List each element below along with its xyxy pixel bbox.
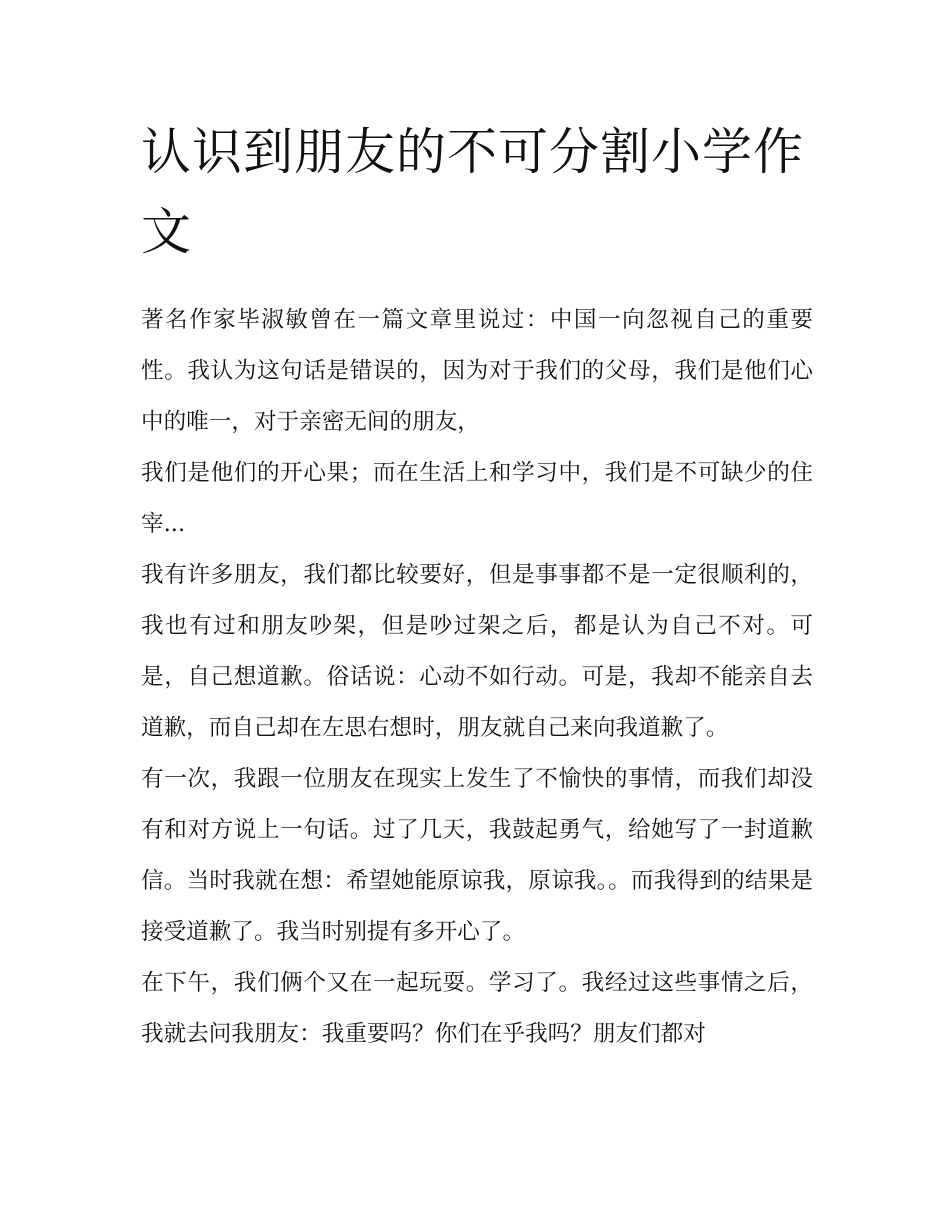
- document-content: [141, 112, 813, 1060]
- paragraph: 著名作家毕淑敏曾在一篇文章里说过：中国一向忽视自己的重要性。我认为这句话是错误的，因为对于我们的父母，我们是他们心中的唯一，对于亲密无间的朋友，: [141, 307, 813, 435]
- paragraph: 有一次，我跟一位朋友在现实上发生了不愉快的事情，而我们却没有和对方说上一句话。过了几天，我鼓起勇气，给她写了一封道歉信。当时我就在想：希望她能原谅我，原谅我。。而我得到的结果是接受道歉了。我当时别提有多开心了。: [141, 766, 813, 945]
- paragraph: 在下午，我们俩个又在一起玩耍。学习了。我经过这些事情之后，我就去问我朋友：我重要吗？你们在乎我吗？朋友们都对: [141, 970, 813, 1047]
- paragraph: 我有许多朋友，我们都比较要好，但是事事都不是一定很顺利的，我也有过和朋友吵架，但是吵过架之后，都是认为自己不对。可是，自己想道歉。俗话说：心动不如行动。可是，我却不能亲自去道歉，而自己却在左思右想时，朋友就自己来向我道歉了。: [141, 562, 813, 741]
- paragraph: 我们是他们的开心果；而在生活上和学习中，我们是不可缺少的住宰...: [141, 460, 813, 537]
- document-body: [141, 295, 813, 1060]
- document-title: 认识到朋友的不可分割小学作文: [141, 123, 804, 261]
